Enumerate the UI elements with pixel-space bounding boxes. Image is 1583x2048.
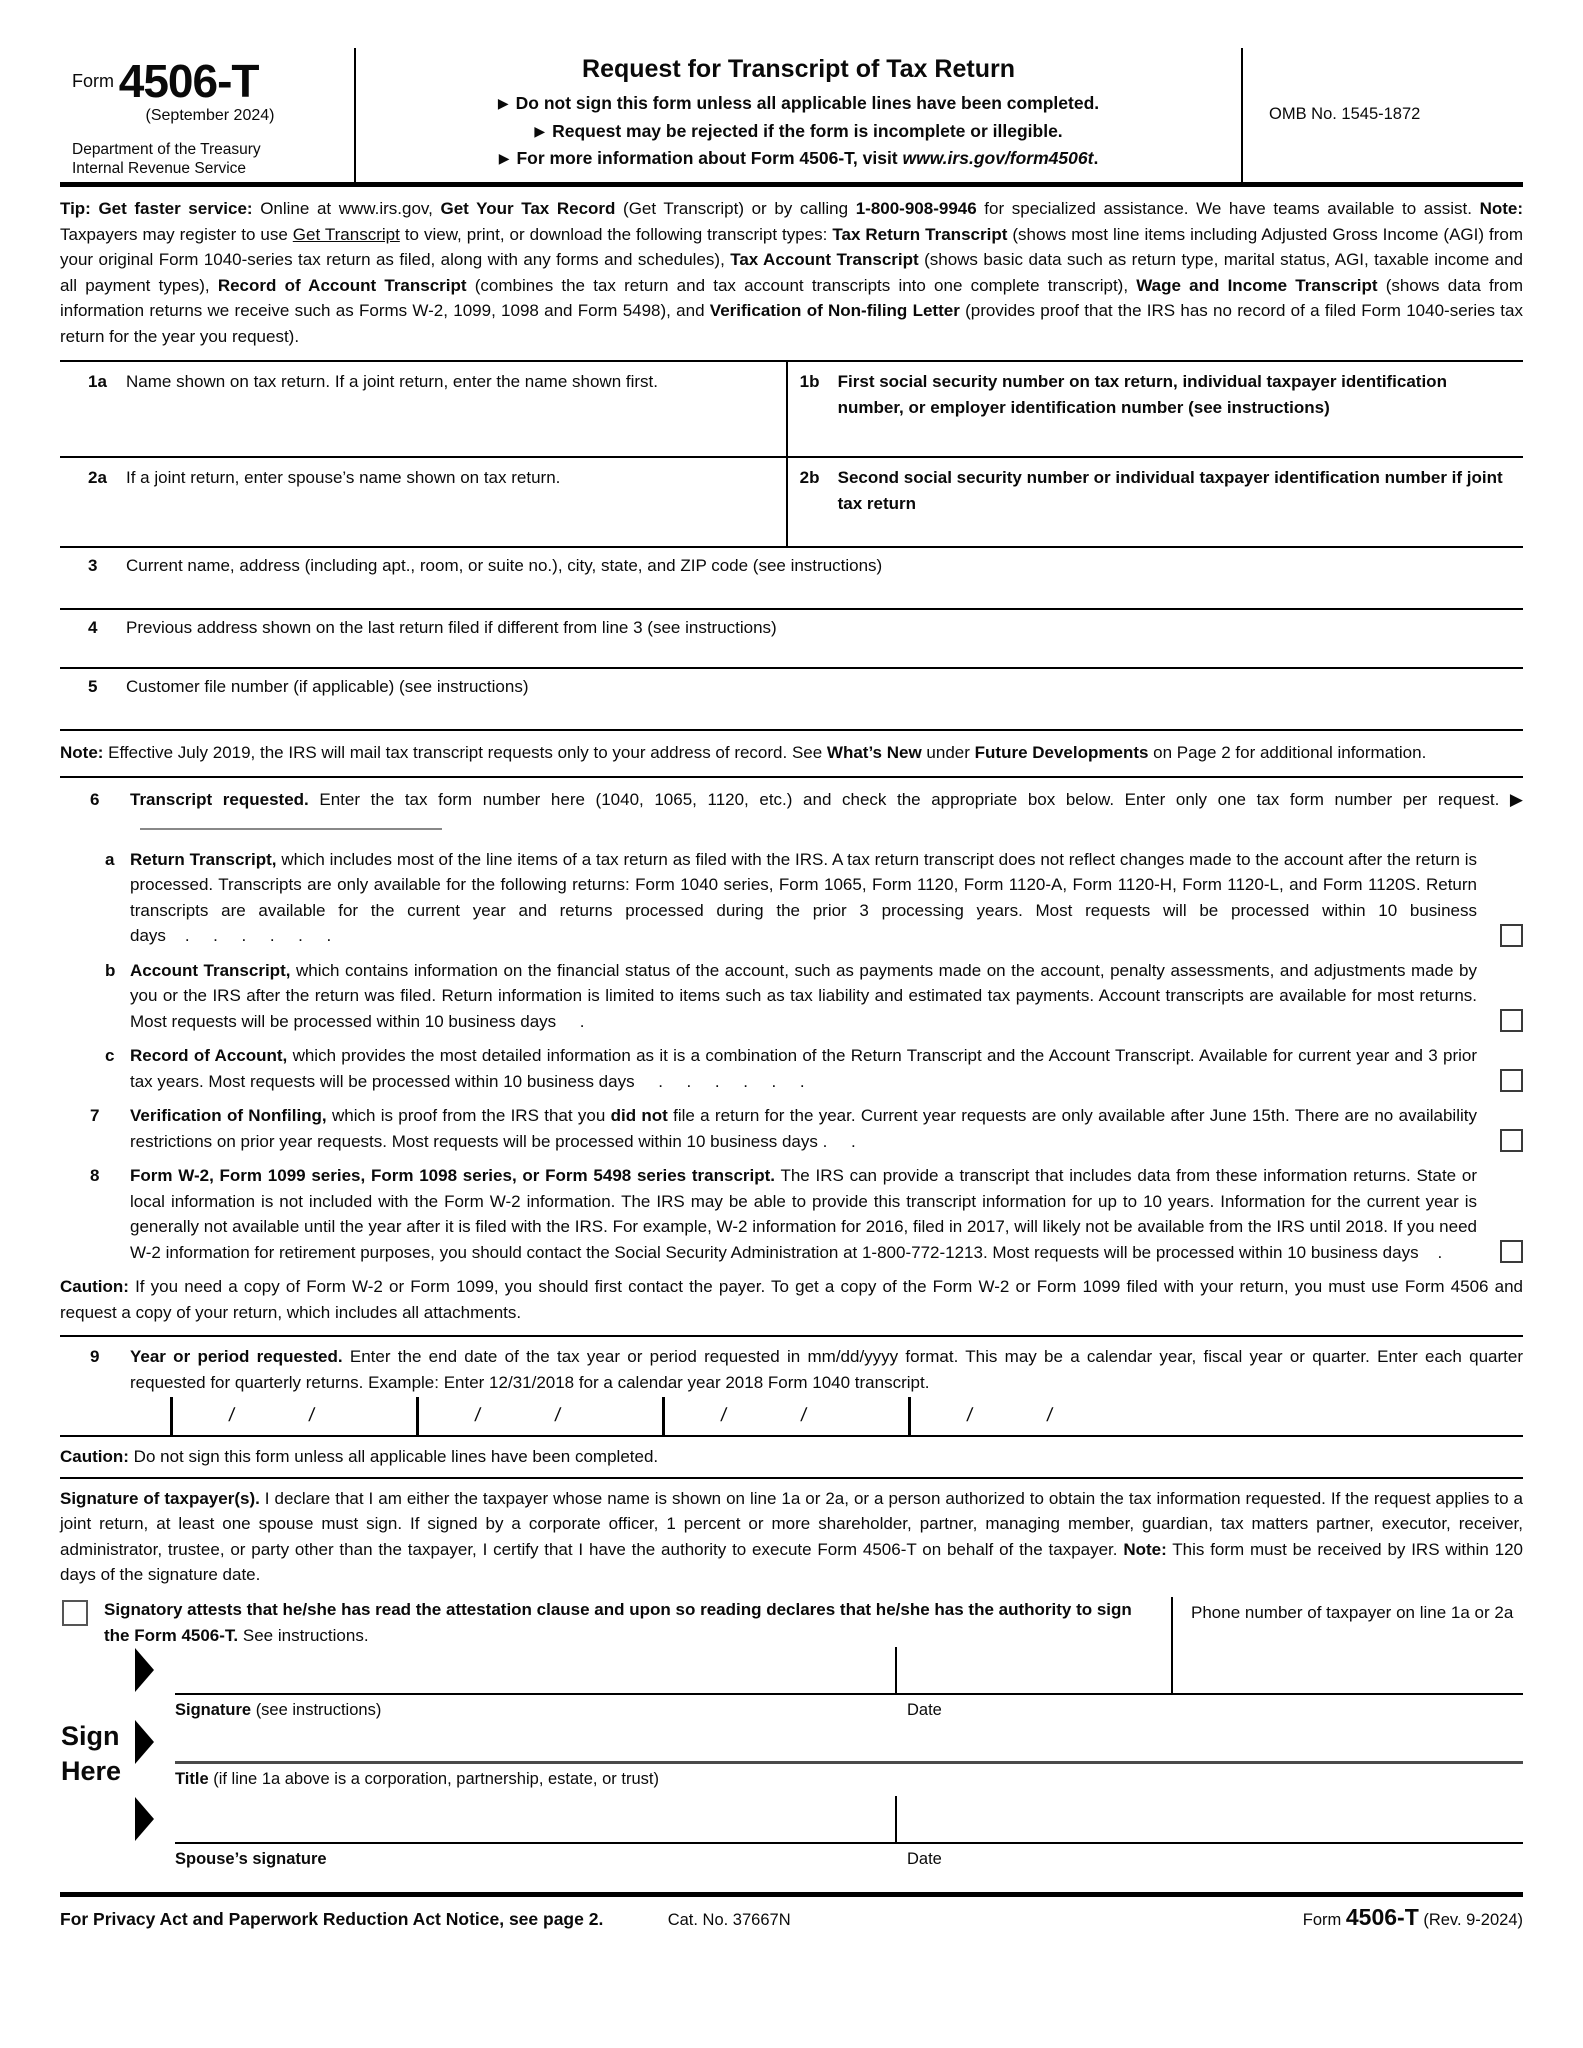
header-bullet-1-text: Do not sign this form unless all applicable lines have been completed.	[515, 93, 1100, 113]
date-column-divider	[895, 1647, 897, 1693]
section-divider	[60, 1477, 1523, 1588]
line-1a-field[interactable]	[60, 362, 786, 456]
line-6b-letter: b	[105, 960, 116, 980]
note-paragraph: Note: Effective July 2019, the IRS will mail tax transcript requests only to your address of record. See What’s New under Future Developments on Page 2 for additional information.	[60, 743, 1427, 762]
form-number: 4506-T	[118, 55, 259, 107]
date-label: Date	[907, 1700, 942, 1719]
form-title-block	[356, 48, 1241, 182]
line-6c-text: Record of Account, which provides the most detailed information as it is a combination of the Return Transcript and the Account Transcript. Available for current year and 3 prior tax years. Most requests will be processed within 10 business days . . . . . .	[130, 1046, 1478, 1091]
line-3-field[interactable]	[60, 548, 1523, 610]
line-3-number: 3	[88, 556, 98, 575]
header-bullet-3-text: For more information about Form 4506-T, visit www.irs.gov/form4506t.	[516, 148, 1099, 168]
arrow-icon: ▶	[498, 150, 510, 166]
form-footer	[60, 1892, 1523, 1944]
privacy-notice: For Privacy Act and Paperwork Reduction Act Notice, see page 2.	[60, 1908, 604, 1929]
line-2b-number: 2b	[799, 468, 820, 487]
line-8-checkbox-cell	[1477, 1163, 1523, 1265]
line-8	[60, 1163, 1523, 1265]
line-6-rich: Transcript requested. Enter the tax form number here (1040, 1065, 1120, etc.) and check the appropriate box below. Enter only one tax form number per request. ▶	[130, 789, 1523, 809]
spacer	[175, 1731, 1523, 1761]
title-label: Title (if line 1a above is a corporation, partnership, estate, or trust)	[175, 1769, 659, 1788]
arrow-icon: ▶	[497, 95, 509, 111]
checkbox-return-transcript[interactable]	[1500, 924, 1523, 947]
line-6a-checkbox-cell	[1477, 847, 1523, 949]
year-period-field-2[interactable]	[416, 1397, 662, 1435]
checkbox-account-transcript[interactable]	[1500, 1009, 1523, 1032]
arrow-icon: ▶	[534, 122, 546, 139]
line-1b-field[interactable]	[786, 362, 1523, 456]
line-6b-text: Account Transcript, which contains information on the financial status of the account, such as payments made on the account, penalty assessments, and adjustments made by you or the IRS after the return was filed. Return information is limited to items such as tax liability and estimated tax payments. Account transcripts are available for most returns. Most requests will be processed within 10 business days .	[130, 960, 1478, 1031]
line-2a-number: 2a	[88, 468, 107, 487]
line-4-number: 4	[88, 618, 98, 637]
omb-number: OMB No. 1545-1872	[1269, 105, 1421, 124]
line-6c	[60, 1043, 1523, 1094]
table-row	[60, 362, 1523, 458]
line-6-text	[130, 787, 1523, 838]
line-8-text: Form W-2, Form 1099 series, Form 1098 series, or Form 5498 series transcript. The IRS can provide a transcript that includes data from these information returns. State or local information is not included with the Form W-2 information. The IRS may be able to provide this transcript information for up to 10 years. Information for the current year is generally not available until the year after it is filed with the IRS. For example, W-2 information for 2016, filed in 2017, will likely not be available from the IRS until 2018. If you need W-2 information for retirement purposes, you should contact the Social Security Administration at 1-800-772-1213. Most requests will be processed within 10 business days .	[130, 1166, 1478, 1262]
footer-form-word: Form	[1302, 1910, 1342, 1929]
title-labels	[175, 1764, 1523, 1800]
footer-form-number: 4506-T	[1345, 1903, 1419, 1930]
header-bullet-3	[378, 145, 1219, 173]
attestation-text: Signatory attests that he/she has read the attestation clause and upon so reading declares that he/she has the authority to sign the Form 4506-T. See instructions.	[104, 1599, 1132, 1645]
line-1a-number: 1a	[88, 372, 107, 391]
line-8-number: 8	[90, 1166, 100, 1185]
line-6-number: 6	[90, 789, 100, 809]
transcript-items	[60, 778, 1523, 1266]
date-slash: /	[1045, 1405, 1054, 1427]
phone-number-label: Phone number of taxpayer on line 1a or 2a	[1191, 1602, 1514, 1622]
caution-paragraph-2: Caution: Do not sign this form unless all applicable lines have been completed.	[60, 1447, 659, 1466]
line-6a-text: Return Transcript, which includes most of the line items of a tax return as filed with the IRS. A tax return transcript does not reflect changes made to the account after the return is processed. Transcripts are only available for the following returns: Form 1040 series, Form 1065, Form 1120, Form 1120-A, Form 1120-H, Form 1120-L, and Form 1120S. Return transcripts are available for the current year and returns processed during the prior 3 processing years. Most requests will be processed within 10 business days . . . . . .	[130, 849, 1477, 945]
year-period-field-4[interactable]	[908, 1397, 1154, 1435]
attestation-row	[60, 1597, 1523, 1693]
line-5-number: 5	[88, 677, 98, 696]
attestation-main	[60, 1597, 1171, 1693]
line-4-field[interactable]	[60, 610, 1523, 669]
sign-here-word-2: Here	[61, 1755, 122, 1786]
year-period-field-1[interactable]	[170, 1397, 416, 1435]
agency-line2: Internal Revenue Service	[72, 160, 247, 177]
line-7-number: 7	[90, 1106, 100, 1125]
tip-paragraph: Tip: Get faster service: Online at www.irs.gov, Get Your Tax Record (Get Transcript) or by calling 1-800-908-9946 for specialized assistance. We have teams available to assist. Note: Taxpayers may register to use Get Transcript to view, print, or download the following transcript types: Tax Return Transcript (shows most line items including Adjusted Gross Income (AGI) from your original Form 1040-series tax return as filed, along with any forms and schedules), Tax Account Transcript (shows basic data such as return type, marital status, AGI, taxable income and all payment types), Record of Account Transcript (combines the tax return and tax account transcripts into one complete transcript), Wage and Income Transcript (shows data from information returns we receive such as Forms W-2, 1099, 1098 and Form 5498), and Verification of Non-filing Letter (provides proof that the IRS has no record of a filed Form 1040-series tax return for the year you request).	[60, 199, 1524, 346]
line-6c-letter: c	[105, 1046, 115, 1065]
spouse-labels	[175, 1844, 1523, 1880]
date-slash: /	[799, 1405, 808, 1427]
line-9-number: 9	[90, 1347, 100, 1366]
line-2a-field[interactable]	[60, 458, 786, 546]
line-6c-checkbox-cell	[1477, 1043, 1523, 1094]
sign-arrow-icon	[135, 1797, 154, 1841]
line-7	[60, 1103, 1523, 1154]
line-2b-field[interactable]	[786, 458, 1523, 546]
footer-form-id	[1073, 1905, 1523, 1934]
signature-declaration: Signature of taxpayer(s). I declare that I am either the taxpayer whose name is shown on line 1a or 2a, or a person authorized to obtain the tax information requested. If the request applies to a joint return, at least one spouse must sign. If signed by a corporate officer, 1 percent or more shareholder, partner, managing member, guardian, tax matters partner, executor, receiver, administrator, trustee, or party other than the taxpayer, I certify that I have the authority to execute Form 4506-T on behalf of the taxpayer. Note: This form must be received by IRS within 120 days of the signature date.	[60, 1488, 1523, 1584]
form-title: Request for Transcript of Tax Return	[582, 55, 1015, 83]
tax-form-number-input[interactable]	[140, 815, 442, 830]
name-ssn-table	[60, 360, 1523, 548]
agency-line1: Department of the Treasury	[72, 141, 261, 158]
form-number-block	[72, 55, 348, 107]
sign-arrow-icon	[135, 1648, 154, 1692]
form-header	[60, 48, 1523, 187]
sign-arrow-icon	[135, 1720, 154, 1764]
line-1a-label: Name shown on tax return. If a joint return, enter the name shown first.	[126, 372, 658, 391]
caution-paragraph-1: Caution: If you need a copy of Form W-2 or Form 1099, you should first contact the payer. To get a copy of the Form W-2 or Form 1099 filed with your return, you must use Form 4506 and request a copy of your return, which includes all attachments.	[60, 1277, 1523, 1322]
checkbox-w2-1099-transcript[interactable]	[1500, 1240, 1523, 1263]
header-bullet-2	[378, 118, 1219, 146]
line-6a	[60, 847, 1523, 949]
line-2b-label: Second social security number or individual taxpayer identification number if joint tax return	[837, 468, 1503, 513]
line-6b	[60, 958, 1523, 1035]
line-5-label: Customer file number (if applicable) (see instructions)	[126, 677, 529, 696]
form-identity-block	[60, 48, 356, 182]
line-6b-checkbox-cell	[1477, 958, 1523, 1035]
line-6a-letter: a	[105, 849, 115, 869]
spouse-signature-label: Spouse’s signature	[175, 1849, 327, 1868]
line-7-text: Verification of Nonfiling, which is proof from the IRS that you did not file a return for the year. Current year requests are only available after June 15th. There are no availability restrictions on prior year requests. Most requests will be processed within 10 business days . .	[130, 1106, 1477, 1151]
date-label: Date	[907, 1849, 942, 1868]
date-slash: /	[719, 1405, 728, 1427]
sign-here-section	[61, 1693, 1523, 1880]
line-9-text: Year or period requested. Enter the end date of the tax year or period requested in mm/dd/yyyy format. This may be a calendar year, fiscal year or quarter. Enter each quarter requested for quarterly returns. Example: Enter 12/31/2018 for a calendar year 2018 Form 1040 transcript.	[130, 1347, 1523, 1392]
line-1b-number: 1b	[799, 372, 820, 391]
signature-labels	[175, 1695, 1523, 1731]
checkbox-verification-of-nonfiling[interactable]	[1500, 1129, 1523, 1152]
spacer	[175, 1800, 1523, 1842]
footer-form-rev: (Rev. 9-2024)	[1423, 1910, 1523, 1929]
omb-box	[1241, 48, 1523, 182]
line-2a-label: If a joint return, enter spouse’s name shown on tax return.	[126, 468, 561, 487]
year-period-field-3[interactable]	[662, 1397, 908, 1435]
date-slash: /	[553, 1405, 562, 1427]
catalog-number: Cat. No. 37667N	[667, 1910, 791, 1929]
line-3-label: Current name, address (including apt., room, or suite no.), city, state, and ZIP code (see instructions)	[126, 556, 883, 575]
date-column-divider	[895, 1796, 897, 1842]
signature-label: Signature (see instructions)	[175, 1700, 382, 1719]
line-7-checkbox-cell	[1477, 1103, 1523, 1154]
line-9	[60, 1344, 1523, 1395]
form-word: Form	[72, 71, 114, 91]
date-slash: /	[307, 1405, 316, 1427]
line-5-field[interactable]	[60, 669, 1523, 731]
checkbox-record-of-account[interactable]	[1500, 1069, 1523, 1092]
section-divider	[60, 1335, 1523, 1437]
sign-here-label	[61, 1719, 121, 1789]
header-bullet-1	[378, 90, 1219, 118]
year-period-row	[60, 1397, 1523, 1437]
sign-here-word-1: Sign	[61, 1720, 120, 1751]
agency-name	[72, 140, 348, 178]
line-6	[60, 787, 1523, 838]
date-slash: /	[965, 1405, 974, 1427]
phone-number-field[interactable]	[1171, 1597, 1523, 1693]
form-revision: (September 2024)	[145, 106, 275, 124]
checkbox-signatory-attestation[interactable]	[62, 1600, 88, 1626]
line-1b-label: First social security number on tax return, individual taxpayer identification number, or employer identification number (see instructions)	[837, 372, 1447, 417]
table-row	[60, 458, 1523, 548]
date-slash: /	[473, 1405, 482, 1427]
line-4-label: Previous address shown on the last return filed if different from line 3 (see instructions)	[126, 618, 777, 637]
date-slash: /	[227, 1405, 236, 1427]
header-bullet-2-text: Request may be rejected if the form is incomplete or illegible.	[552, 120, 1063, 141]
